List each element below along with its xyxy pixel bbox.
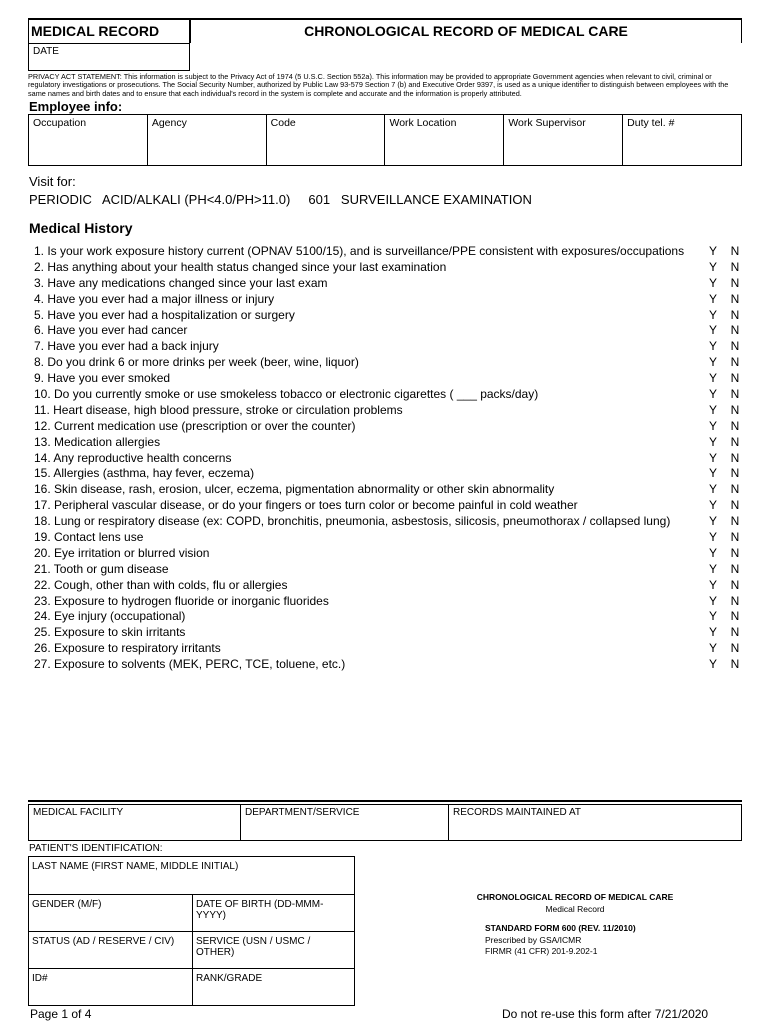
question-row (34, 608, 746, 624)
no-option[interactable]: N (730, 291, 740, 306)
yes-option[interactable]: Y (708, 641, 717, 656)
question-text: 26. Exposure to respiratory irritants (34, 641, 221, 656)
yes-option[interactable]: Y (708, 418, 717, 433)
page-number: Page 1 of 4 (30, 1007, 92, 1021)
question-text: 4. Have you ever had a major illness or injury (34, 291, 275, 306)
question-row (34, 513, 746, 529)
no-option[interactable]: N (730, 450, 740, 465)
patient-row-status (29, 931, 354, 968)
prescribed-by: Prescribed by GSA/ICMR (485, 935, 582, 945)
no-option[interactable]: N (730, 386, 740, 401)
question-row (34, 640, 746, 656)
no-option[interactable]: N (730, 418, 740, 433)
question-text: 13. Medication allergies (34, 434, 161, 449)
no-option[interactable]: N (730, 243, 740, 258)
question-row (34, 529, 746, 545)
yes-option[interactable]: Y (708, 434, 717, 449)
work-supervisor-field[interactable]: Work Supervisor (504, 115, 623, 165)
question-row (34, 418, 746, 434)
yes-option[interactable]: Y (708, 243, 717, 258)
question-text: 3. Have any medications changed since your last exam (34, 275, 328, 290)
question-row (34, 561, 746, 577)
yes-option[interactable]: Y (708, 386, 717, 401)
question-text: 8. Do you drink 6 or more drinks per week (beer, wine, liquor) (34, 355, 359, 370)
no-option[interactable]: N (730, 402, 740, 417)
medical-history-questions (34, 243, 746, 672)
question-text: 11. Heart disease, high blood pressure, stroke or circulation problems (34, 402, 403, 417)
last-name-field[interactable]: LAST NAME (FIRST NAME, MIDDLE INITIAL) (32, 861, 239, 872)
question-text: 19. Contact lens use (34, 529, 144, 544)
yes-option[interactable]: Y (708, 402, 717, 417)
bottom-rule (28, 800, 742, 802)
yes-option[interactable]: Y (708, 514, 717, 529)
no-option[interactable]: N (730, 498, 740, 513)
question-text: 10. Do you currently smoke or use smokeless tobacco or electronic cigarettes ( ___ packs/day) (34, 386, 539, 401)
question-text: 14. Any reproductive health concerns (34, 450, 232, 465)
question-row (34, 243, 746, 259)
no-option[interactable]: N (730, 593, 740, 608)
patient-id-label: PATIENT'S IDENTIFICATION: (29, 843, 163, 854)
question-text: 6. Have you ever had cancer (34, 323, 188, 338)
records-maintained-field[interactable]: RECORDS MAINTAINED AT (453, 807, 581, 818)
question-text: 2. Has anything about your health status changed since your last examination (34, 259, 447, 274)
gender-field[interactable]: GENDER (M/F) (29, 895, 193, 931)
question-text: 24. Eye injury (occupational) (34, 609, 186, 624)
yes-option[interactable]: Y (708, 323, 717, 338)
no-option[interactable]: N (730, 434, 740, 449)
date-field[interactable] (28, 43, 190, 71)
header-chronological (190, 18, 742, 43)
visit-description: PERIODIC ACID/ALKALI (PH<4.0/PH>11.0) 601 SURVEILLANCE EXAMINATION (29, 192, 532, 207)
reuse-notice: Do not re-use this form after 7/21/2020 (502, 1007, 709, 1021)
question-text: 15. Allergies (asthma, hay fever, eczema) (34, 466, 255, 481)
yes-option[interactable]: Y (708, 482, 717, 497)
no-option[interactable]: N (730, 545, 740, 560)
yes-option[interactable]: Y (708, 259, 717, 274)
work-location-field[interactable]: Work Location (385, 115, 504, 165)
question-row (34, 593, 746, 609)
yes-option[interactable]: Y (708, 371, 717, 386)
question-text: 12. Current medication use (prescription or over the counter) (34, 418, 356, 433)
question-row (34, 291, 746, 307)
question-text: 27. Exposure to solvents (MEK, PERC, TCE, toluene, etc.) (34, 657, 346, 672)
yes-option[interactable]: Y (708, 561, 717, 576)
question-row (34, 656, 746, 672)
dob-field[interactable]: DATE OF BIRTH (DD-MMM-YYYY) (196, 899, 324, 921)
question-row (34, 386, 746, 402)
question-row (34, 402, 746, 418)
question-row (34, 497, 746, 513)
no-option[interactable]: N (730, 323, 740, 338)
no-option[interactable]: N (730, 577, 740, 592)
question-row (34, 450, 746, 466)
yes-option[interactable]: Y (708, 291, 717, 306)
no-option[interactable]: N (730, 482, 740, 497)
question-text: 21. Tooth or gum disease (34, 561, 169, 576)
yes-option[interactable]: Y (708, 355, 717, 370)
question-row (34, 322, 746, 338)
patient-row-gender (29, 894, 354, 931)
no-option[interactable]: N (730, 625, 740, 640)
no-option[interactable]: N (730, 339, 740, 354)
yes-option[interactable]: Y (708, 339, 717, 354)
question-text: 25. Exposure to skin irritants (34, 625, 186, 640)
status-field[interactable]: STATUS (AD / RESERVE / CIV) (29, 932, 193, 968)
question-text: 9. Have you ever smoked (34, 371, 171, 386)
header-left-title: MEDICAL RECORD (31, 23, 160, 39)
code-field[interactable]: Code (267, 115, 386, 165)
question-row (34, 434, 746, 450)
employee-info-title: Employee info: (29, 99, 123, 114)
employee-info-table (28, 114, 742, 166)
service-field[interactable]: SERVICE (USN / USMC / OTHER) (196, 936, 311, 958)
question-text: 18. Lung or respiratory disease (ex: COPD, bronchitis, pneumonia, asbestosis, silicosis, pneumothorax / collapsed lung) (34, 514, 671, 529)
question-row (34, 307, 746, 323)
yes-option[interactable]: Y (708, 466, 717, 481)
yes-option[interactable]: Y (708, 307, 717, 322)
form-title: CHRONOLOGICAL RECORD OF MEDICAL CARE (476, 892, 674, 902)
question-text: 5. Have you ever had a hospitalization or surgery (34, 307, 295, 322)
id-field[interactable]: ID# (29, 969, 193, 1005)
department-field[interactable]: DEPARTMENT/SERVICE (241, 805, 449, 840)
question-row (34, 624, 746, 640)
question-text: 17. Peripheral vascular disease, or do your fingers or toes turn color or become painful in cold weather (34, 498, 578, 513)
question-row (34, 465, 746, 481)
no-option[interactable]: N (730, 275, 740, 290)
no-option[interactable]: N (730, 259, 740, 274)
no-option[interactable]: N (730, 609, 740, 624)
question-row (34, 370, 746, 386)
question-row (34, 354, 746, 370)
header-medical-record (28, 18, 190, 43)
no-option[interactable]: N (730, 307, 740, 322)
no-option[interactable]: N (730, 641, 740, 656)
question-text: 1. Is your work exposure history current (OPNAV 5100/15), and is surveillance/PPE consistent with exposures/occupations (34, 243, 685, 258)
medical-facility-field[interactable]: MEDICAL FACILITY (29, 805, 241, 840)
question-row (34, 338, 746, 354)
form-subtitle: Medical Record (545, 904, 605, 914)
patient-row-name (29, 857, 354, 894)
no-option[interactable]: N (730, 371, 740, 386)
question-row (34, 275, 746, 291)
question-text: 22. Cough, other than with colds, flu or allergies (34, 577, 288, 592)
question-row (34, 577, 746, 593)
question-row (34, 259, 746, 275)
facility-table (28, 804, 742, 841)
duty-tel-field[interactable]: Duty tel. # (627, 117, 675, 129)
question-text: 20. Eye irritation or blurred vision (34, 545, 210, 560)
question-text: 16. Skin disease, rash, erosion, ulcer, eczema, pigmentation abnormality or other skin abnormality (34, 482, 555, 497)
yes-option[interactable]: Y (708, 275, 717, 290)
yes-option[interactable]: Y (708, 498, 717, 513)
agency-field[interactable]: Agency (148, 115, 267, 165)
privacy-statement: PRIVACY ACT STATEMENT: This information is subject to the Privacy Act of 1974 (5 U.S.C. Section 552a). This information may be provided to appropriate Government agencies when relevant to civil, criminal or regulatory investigations or prosecutions. The Social Security Number, authorized by Public Law 93-579 Section 7 (b) and Executive Order 9397, is used as a unique identifier to distinguish between employees with the same names and birth dates and to ensure that each individual's record in the system is complete and accurate and the information is properly attributed. (28, 72, 729, 98)
patient-row-id (29, 968, 354, 1005)
date-label: DATE (33, 46, 59, 57)
firmr-reference: FIRMR (41 CFR) 201-9.202-1 (485, 946, 598, 956)
no-option[interactable]: N (730, 514, 740, 529)
no-option[interactable]: N (730, 657, 740, 672)
medical-history-title: Medical History (29, 220, 133, 236)
occupation-field[interactable]: Occupation (29, 115, 148, 165)
patient-id-table (28, 856, 355, 1006)
question-text: 7. Have you ever had a back injury (34, 339, 219, 354)
visit-label: Visit for: (29, 174, 76, 189)
question-row (34, 545, 746, 561)
standard-form-number: STANDARD FORM 600 (REV. 11/2010) (485, 923, 636, 933)
yes-option[interactable]: Y (708, 450, 717, 465)
question-row (34, 481, 746, 497)
no-option[interactable]: N (730, 561, 740, 576)
yes-option[interactable]: Y (708, 609, 717, 624)
no-option[interactable]: N (730, 529, 740, 544)
header-right-title: CHRONOLOGICAL RECORD OF MEDICAL CARE (304, 23, 628, 39)
yes-option[interactable]: Y (708, 577, 717, 592)
no-option[interactable]: N (730, 466, 740, 481)
yes-option[interactable]: Y (708, 545, 717, 560)
yes-option[interactable]: Y (708, 657, 717, 672)
yes-option[interactable]: Y (708, 593, 717, 608)
yes-option[interactable]: Y (708, 529, 717, 544)
question-text: 23. Exposure to hydrogen fluoride or inorganic fluorides (34, 593, 329, 608)
yes-option[interactable]: Y (708, 625, 717, 640)
rank-field[interactable]: RANK/GRADE (196, 973, 263, 984)
no-option[interactable]: N (730, 355, 740, 370)
